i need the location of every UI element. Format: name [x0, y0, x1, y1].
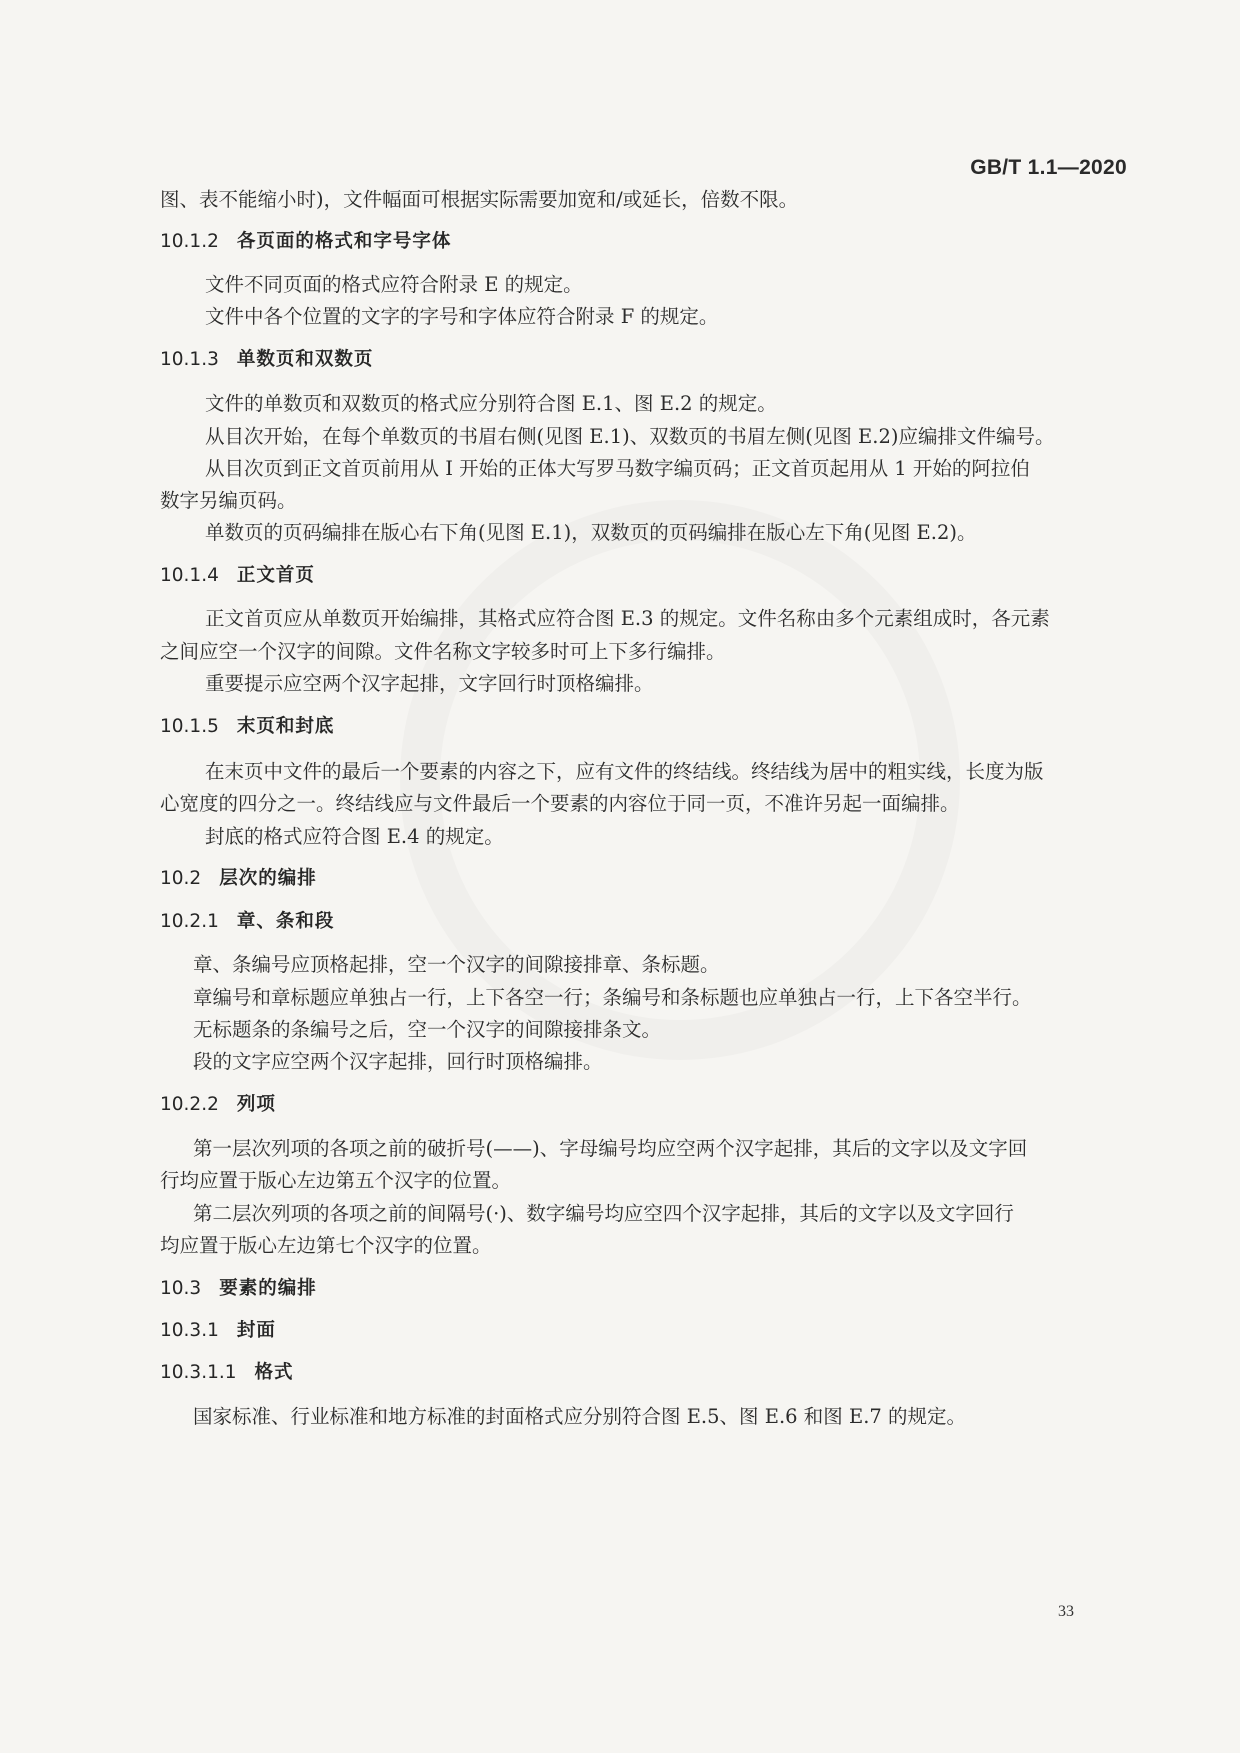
section-title: 格式: [254, 1362, 294, 1383]
section-heading-10-2-2: [160, 1092, 276, 1118]
section-number: 10.2.1: [160, 911, 219, 932]
paragraph-continuation: 之间应空一个汉字的间隙。文件名称文字较多时可上下多行编排。: [160, 640, 726, 663]
paragraph-continuation: 行均应置于版心左边第五个汉字的位置。: [160, 1169, 512, 1192]
paragraph: 第一层次列项的各项之前的破折号(——)、字母编号均应空两个汉字起排，其后的文字以及文字回: [193, 1137, 1028, 1160]
paragraph: 从目次页到正文首页前用从 Ⅰ 开始的正体大写罗马数字编页码；正文首页起用从 1 开始的阿拉伯: [205, 457, 1030, 480]
paragraph-continuation: 心宽度的四分之一。终结线应与文件最后一个要素的内容位于同一页，不准许另起一面编排。: [160, 792, 960, 815]
standard-code-header: GB/T 1.1—2020: [970, 156, 1127, 179]
section-number: 10.3: [160, 1278, 202, 1299]
paragraph: 文件中各个位置的文字的字号和字体应符合附录 F 的规定。: [205, 305, 719, 328]
paragraph: 章、条编号应顶格起排，空一个汉字的间隙接排章、条标题。: [193, 953, 720, 976]
section-title: 封面: [236, 1320, 276, 1341]
section-title: 末页和封底: [236, 716, 335, 737]
section-heading-10-1-2: [160, 229, 451, 255]
section-heading-10-1-3: [160, 347, 373, 373]
paragraph-continuation: 均应置于版心左边第七个汉字的位置。: [160, 1234, 492, 1257]
section-number: 10.2.2: [160, 1094, 219, 1115]
section-title: 单数页和双数页: [236, 349, 374, 370]
section-number: 10.3.1: [160, 1320, 219, 1341]
section-number: 10.1.2: [160, 231, 219, 252]
section-number: 10.1.5: [160, 716, 219, 737]
paragraph: 封底的格式应符合图 E.4 的规定。: [205, 825, 504, 848]
section-number: 10.1.3: [160, 349, 219, 370]
section-number: 10.3.1.1: [160, 1362, 237, 1383]
section-title: 章、条和段: [236, 911, 335, 932]
section-heading-10-3-1: [160, 1318, 276, 1344]
section-title: 各页面的格式和字号字体: [236, 231, 452, 252]
section-title: 层次的编排: [219, 868, 317, 889]
paragraph: 正文首页应从单数页开始编排，其格式应符合图 E.3 的规定。文件名称由多个元素组成时，各元素: [205, 607, 1050, 630]
paragraph: 文件不同页面的格式应符合附录 E 的规定。: [205, 273, 583, 296]
section-title: 正文首页: [236, 565, 315, 586]
section-heading-10-1-4: [160, 563, 315, 589]
paragraph: 文件的单数页和双数页的格式应分别符合图 E.1、图 E.2 的规定。: [205, 392, 777, 415]
section-title: 列项: [236, 1094, 276, 1115]
paragraph: 从目次开始，在每个单数页的书眉右侧(见图 E.1)、双数页的书眉左侧(见图 E.2)应编排文件编号。: [205, 425, 1055, 448]
paragraph: 单数页的页码编排在版心右下角(见图 E.1)，双数页的页码编排在版心左下角(见图 E.2)。: [205, 521, 977, 544]
page-number: 33: [1058, 1603, 1074, 1620]
paragraph: 重要提示应空两个汉字起排，文字回行时顶格编排。: [205, 672, 654, 695]
paragraph: 在末页中文件的最后一个要素的内容之下，应有文件的终结线。终结线为居中的粗实线，长度为版: [205, 760, 1044, 783]
section-heading-10-2-1: [160, 909, 334, 935]
section-heading-10-1-5: [160, 714, 334, 740]
section-number: 10.1.4: [160, 565, 219, 586]
paragraph: 第二层次列项的各项之前的间隔号(·)、数字编号均应空四个汉字起排，其后的文字以及文字回行: [193, 1202, 1014, 1225]
paragraph: 无标题条的条编号之后，空一个汉字的间隙接排条文。: [193, 1018, 662, 1041]
paragraph: 章编号和章标题应单独占一行，上下各空一行；条编号和条标题也应单独占一行，上下各空半行。: [193, 986, 1032, 1009]
section-heading-10-3: [160, 1276, 317, 1302]
section-heading-10-3-1-1: [160, 1360, 294, 1386]
paragraph: 段的文字应空两个汉字起排，回行时顶格编排。: [193, 1050, 603, 1073]
continuation-paragraph: 图、表不能缩小时)，文件幅面可根据实际需要加宽和/或延长，倍数不限。: [160, 188, 799, 211]
paragraph: 国家标准、行业标准和地方标准的封面格式应分别符合图 E.5、图 E.6 和图 E.7 的规定。: [193, 1405, 967, 1428]
section-heading-10-2: [160, 866, 317, 892]
paragraph-continuation: 数字另编页码。: [160, 489, 297, 512]
section-title: 要素的编排: [219, 1278, 317, 1299]
section-number: 10.2: [160, 868, 202, 889]
